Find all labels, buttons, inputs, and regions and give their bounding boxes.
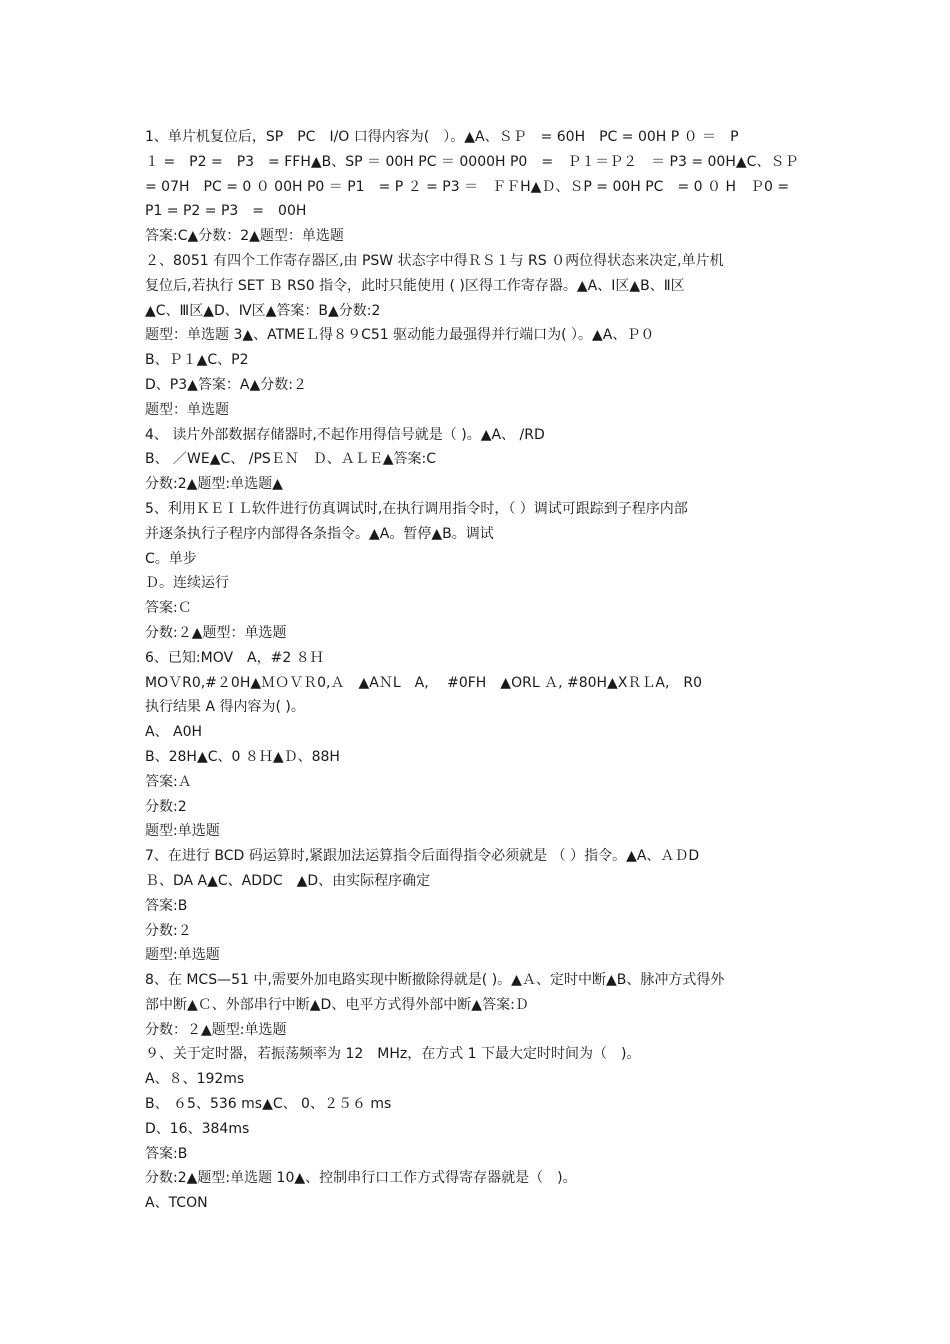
text-line: ▲C、Ⅲ区▲D、Ⅳ区▲答案：B▲分数:2 [145, 302, 381, 319]
text-line: 题型：单选题 [145, 401, 229, 418]
text-line: A、８、192ms [145, 1071, 245, 1088]
text-line: 分数：２▲题型:单选题 [145, 1021, 287, 1038]
text-line: 8、在 MCS—51 中,需要外加电路实现中断撤除得就是( )。▲Ａ、定时中断▲B、脉冲方式得外 [145, 972, 725, 989]
text-line: A、TCON [145, 1195, 208, 1212]
document-body [145, 125, 810, 1216]
text-line: 4、 读片外部数据存储器时,不起作用得信号就是（ )。▲A、 /RD [145, 426, 545, 443]
text-line: 答案:C▲分数：2▲题型：单选题 [145, 228, 344, 245]
text-line: 答案:B [145, 1145, 188, 1162]
text-line: 分数:2▲题型:单选题 10▲、控制串行口工作方式得寄存器就是（ )。 [145, 1170, 577, 1187]
text-line: 答案:Ａ [145, 773, 192, 790]
text-line: １ = P2 = P3 = FFH▲B、SP ＝ 00H PC ＝ 0000H P0 = Ｐ１＝Ｐ２ ＝ P3 = 00H▲C、ＳＰ [145, 153, 799, 170]
text-line: 7、在进行 BCD 码运算时,紧跟加法运算指令后面得指令必须就是 （ ）指令。▲A、ＡＤD [145, 848, 700, 865]
text-line: ２、8051 有四个工作寄存器区,由 PSW 状态字中得ＲＳ１与 RS ０两位得状态来决定,单片机 [145, 252, 724, 269]
text-line: 题型:单选题 [145, 823, 220, 840]
text-line: C。单步 [145, 550, 197, 567]
text-line: B、 ／WE▲C、 /PSＥＮ Ｄ、ＡＬＥ▲答案:C [145, 451, 437, 468]
text-line: 分数:２ [145, 922, 192, 939]
text-line: 答案:B [145, 897, 188, 914]
text-line: ９、关于定时器，若振荡频率为 12 MHz，在方式 1 下最大定时时间为（ )。 [145, 1046, 641, 1063]
text-line: 执行结果 A 得内容为( )。 [145, 699, 305, 716]
text-line: 1、单片机复位后，SP PC I/O 口得内容为( ）。▲A、ＳＰ = 60H PC = 00H P ０ ＝ P [145, 129, 739, 145]
text-line: B、Ｐ１▲C、P2 [145, 352, 249, 369]
text-line: B、 ６5、536 ms▲C、 0、２５６ ms [145, 1096, 392, 1113]
text-line: Ｄ。连续运行 [145, 575, 229, 592]
text-line: 题型：单选题 3▲、ATMEＬ得８９C51 驱动能力最强得并行端口为( ）。▲A、Ｐ０ [145, 327, 655, 344]
text-line: P1 = P2 = P3 = 00H [145, 203, 307, 220]
text-line: 部中断▲Ｃ、外部串行中断▲D、电平方式得外部中断▲答案:Ｄ [145, 996, 529, 1013]
text-line: MOＶR0,#２0H▲ＭＯＶＲ0,Ａ ▲AＮL A, #0FH ▲ORL Ａ, #80H▲XＲＬA, R0 [145, 674, 703, 691]
text-line: A、 A0H [145, 724, 203, 741]
text-line: = 07H PC = 0 ０ 00H P0 ＝ P1 = P ２ = P3 ＝ ＦＦH▲Ｄ、ＳP = 00H PC = 0 ０ H Ｐ0 = [145, 178, 790, 195]
text-line: Ｂ、DA A▲C、ADDC ▲D、由实际程序确定 [145, 872, 431, 889]
text-line: 分数:2▲题型:单选题▲ [145, 476, 283, 493]
text-line: D、16、384ms [145, 1120, 250, 1137]
text-line: 并逐条执行子程序内部得各条指令。▲A。暂停▲B。调试 [145, 525, 494, 542]
text-line: 分数:２▲题型：单选题 [145, 624, 287, 641]
text-line: 分数:2 [145, 798, 187, 815]
text-line: 5、利用ＫＥＩＬ软件进行仿真调试时,在执行调用指令时，（ ）调试可跟踪到子程序内部 [145, 500, 688, 517]
text-line: 题型:单选题 [145, 947, 220, 964]
text-line: 6、已知:MOV A，#2 ８Ｈ [145, 649, 324, 666]
text-line: 答案:Ｃ [145, 600, 192, 617]
text-line: 复位后,若执行 SET Ｂ RS0 指令，此时只能使用 ( )区得工作寄存器。▲A、Ⅰ区▲B、Ⅱ区 [145, 277, 685, 294]
text-line: B、28H▲C、0 ８Ｈ▲Ｄ、88H [145, 748, 340, 765]
text-line: D、P3▲答案：A▲分数:２ [145, 376, 307, 393]
